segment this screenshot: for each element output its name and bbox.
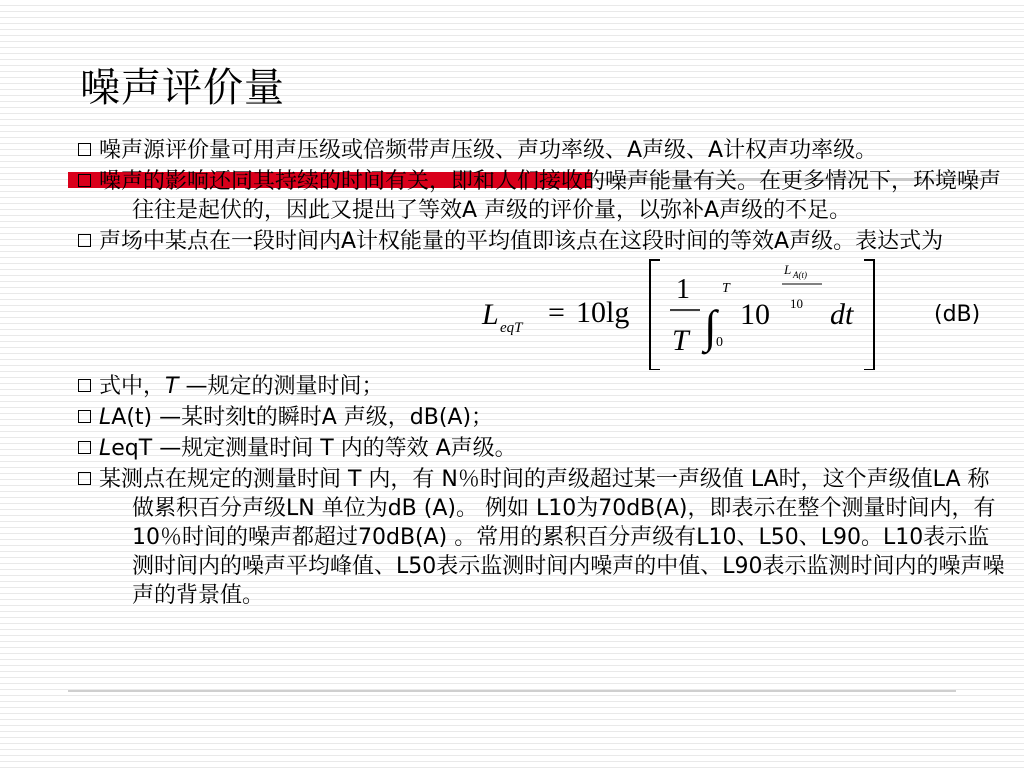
formula-exp-num: L [784,262,792,277]
formula-row [78,258,1008,368]
bullet-paragraph-last [78,465,1008,610]
paragraph-text: 噪声的影响还同其持续的时间有关，即和人们接收的噪声能量有关。在更多情况下，环境噪声往往是起伏的，因此又提出了等效A 声级的评价量，以弥补A声级的不足。 [99,169,1002,223]
definition-LA [78,403,1008,432]
definition-text: 规定测量时间 T 内的等效 A声级。 [181,436,517,461]
formula-coef: 10lg [576,296,630,329]
paragraph-text: 声场中某点在一段时间内A计权能量的平均值即该点在这段时间的等效A声级。表达式为 [99,229,944,254]
definition-prefix: 式中， [99,374,166,399]
bullet-square-icon [78,234,91,247]
bullet-square-icon [78,472,91,485]
formula-lhs: L [482,298,499,331]
formula-lhs-sub: eqT [500,320,523,336]
bottom-rule [68,690,956,692]
bullet-square-icon [78,379,91,392]
bullet-square-icon [78,410,91,423]
definition-dash: — [159,405,182,430]
definition-symbol: L [99,405,112,430]
definition-symbol-rest: A(t) [111,405,160,430]
bullet-paragraph-3 [78,227,1008,256]
formula-frac-den: T [672,324,689,357]
integral-sign-icon: ∫ [704,301,717,352]
slide-title: 噪声评价量 [80,65,285,111]
definition-symbol-rest: eqT [111,436,160,461]
formula-frac-num: 1 [676,274,690,305]
definition-LeqT [78,434,1008,463]
bullet-square-icon [78,441,91,454]
formula-unit: (dB) [934,302,981,327]
formula-exp-den: 10 [790,296,803,311]
definition-text: 某时刻t的瞬时A 声级，dB(A)； [181,405,494,430]
formula-int-lower: 0 [716,335,723,350]
paragraph-text: 某测点在规定的测量时间 T 内，有 N％时间的声级超过某一声级值 LA时，这个声级值LA 称做累积百分声级LN 单位为dB (A)。 例如 L10为70dB(A)，即表示在整个测量时间内，有10％时间的噪声都超过70dB(A) 。常用的累积百分声级有L10、L50、L90。L10表示监测时间内的噪声平均峰值、L50表示监测时间内噪声的中值、L90表示监测时间内的噪声噪声的背景值。 [99,467,1005,608]
bullet-paragraph-1 [78,136,1008,165]
formula-int-upper: T [722,281,730,296]
slide-body [78,136,1008,612]
definition-symbol: L [99,436,112,461]
leq-formula [478,254,898,370]
definition-T [78,372,1008,401]
definition-dash: — [159,436,182,461]
formula-base: 10 [740,298,770,331]
formula-dt: dt [830,298,854,331]
bullet-square-icon [78,174,91,187]
definition-symbol: T [165,374,179,399]
bullet-paragraph-2 [78,167,1008,225]
definition-dash: — [185,374,208,399]
paragraph-text: 噪声源评价量可用声压级或倍频带声压级、声功率级、A声级、A计权声功率级。 [99,138,878,163]
formula-equals: = [548,296,565,329]
formula-exp-num-sub: A(t) [793,270,807,280]
bullet-square-icon [78,143,91,156]
definition-text: 规定的测量时间； [207,374,384,399]
